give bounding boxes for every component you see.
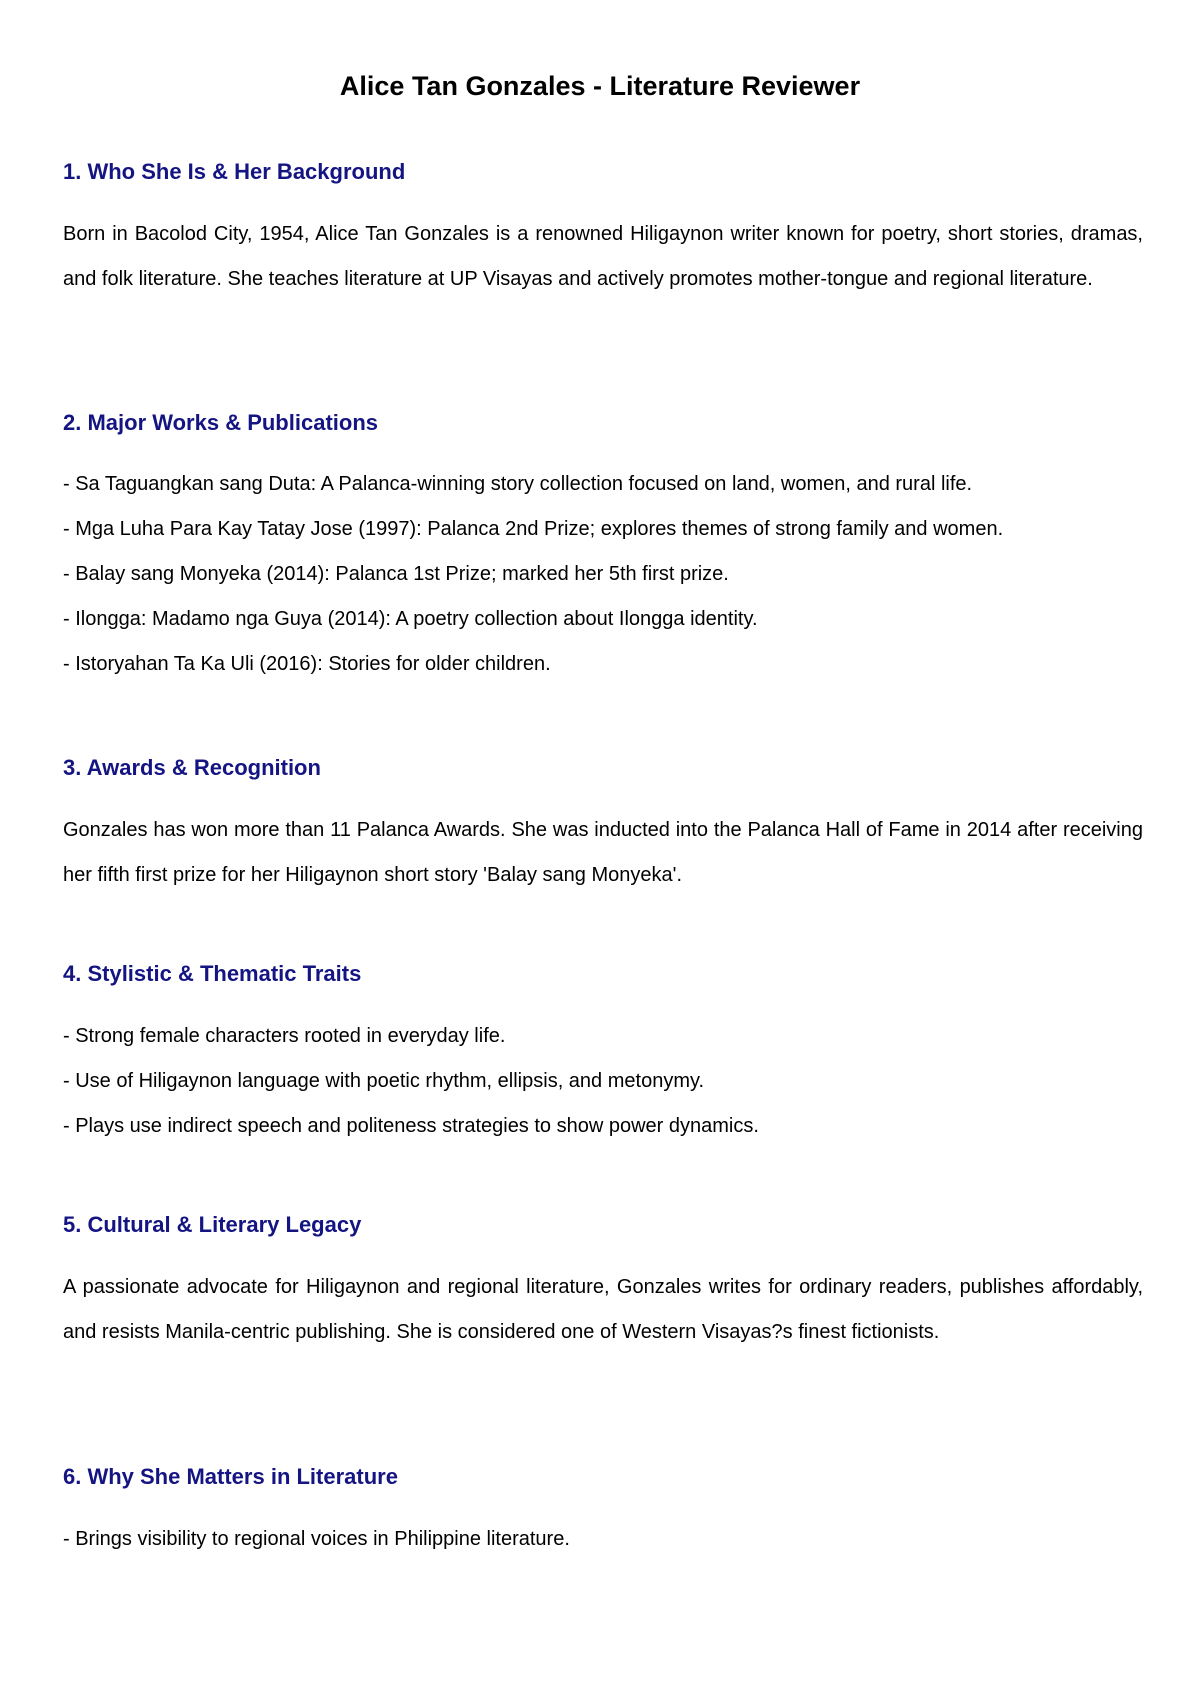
list-item: - Balay sang Monyeka (2014): Palanca 1st Prize; marked her 5th first prize.: [63, 563, 729, 585]
section-background: [63, 156, 1143, 302]
section-heading: 4. Stylistic & Thematic Traits: [63, 961, 362, 986]
list-item: - Mga Luha Para Kay Tatay Jose (1997): Palanca 2nd Prize; explores themes of strong family and women.: [63, 518, 1004, 540]
section-paragraph: Gonzales has won more than 11 Palanca Awards. She was inducted into the Palanca Hall of Fame in 2014 after receiving her fifth first prize for her Hiligaynon short story 'Balay sang Monyeka'.: [63, 819, 1143, 886]
traits-list: [63, 1014, 1143, 1149]
section-stylistic-traits: [63, 958, 1143, 1149]
section-heading: 5. Cultural & Literary Legacy: [63, 1212, 362, 1237]
section-awards: [63, 752, 1143, 898]
section-paragraph: Born in Bacolod City, 1954, Alice Tan Gonzales is a renowned Hiligaynon writer known for poetry, short stories, dramas, and folk literature. She teaches literature at UP Visayas and actively promotes mother-tongue and regional literature.: [63, 223, 1143, 290]
list-item: - Strong female characters rooted in everyday life.: [63, 1025, 506, 1047]
section-heading: 3. Awards & Recognition: [63, 755, 321, 780]
section-major-works: [63, 407, 1143, 687]
list-item: - Brings visibility to regional voices in Philippine literature.: [63, 1528, 570, 1550]
list-item: - Sa Taguangkan sang Duta: A Palanca-winning story collection focused on land, women, and rural life.: [63, 473, 973, 495]
section-heading: 2. Major Works & Publications: [63, 410, 378, 435]
document-title: Alice Tan Gonzales - Literature Reviewer: [339, 71, 861, 101]
list-item: - Plays use indirect speech and politeness strategies to show power dynamics.: [63, 1115, 759, 1137]
list-item: - Ilongga: Madamo nga Guya (2014): A poetry collection about Ilongga identity.: [63, 608, 758, 630]
section-heading: 6. Why She Matters in Literature: [63, 1464, 398, 1489]
list-item: - Use of Hiligaynon language with poetic rhythm, ellipsis, and metonymy.: [63, 1070, 705, 1092]
section-paragraph: A passionate advocate for Hiligaynon and regional literature, Gonzales writes for ordinary readers, publishes affordably, and resists Manila-centric publishing. She is considered one of Western Visayas?s finest fictionists.: [63, 1276, 1143, 1343]
section-heading: 1. Who She Is & Her Background: [63, 159, 406, 184]
works-list: [63, 462, 1143, 687]
importance-list: [63, 1517, 1143, 1562]
section-why-she-matters: [63, 1461, 1143, 1562]
list-item: - Istoryahan Ta Ka Uli (2016): Stories for older children.: [63, 653, 551, 675]
section-cultural-legacy: [63, 1209, 1143, 1355]
